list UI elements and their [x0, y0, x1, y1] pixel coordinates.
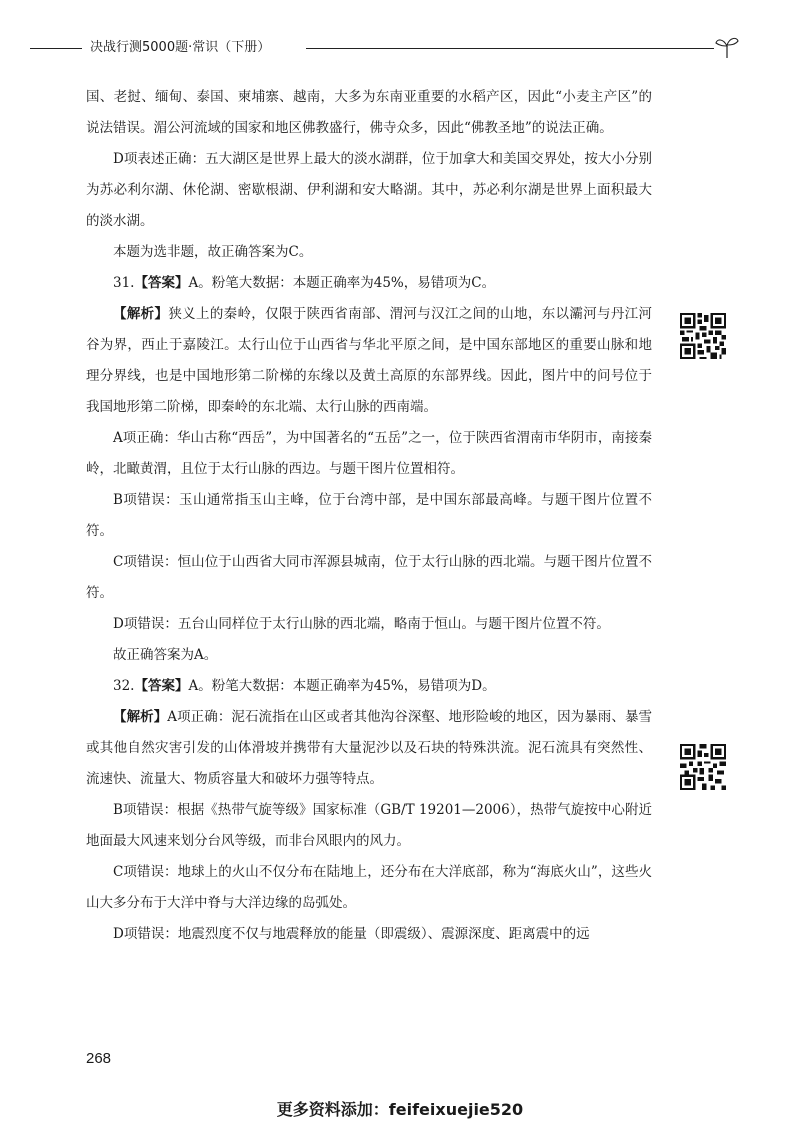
analysis-tag: 【解析】	[113, 306, 169, 322]
paragraph: 国、老挝、缅甸、泰国、柬埔寨、越南，大多为东南亚重要的水稻产区，因此“小麦主产区”的说法错误。湄公河流域的国家和地区佛教盛行，佛寺众多，因此“佛教圣地”的说法正确。	[86, 89, 652, 136]
qr-code-icon[interactable]	[680, 313, 726, 359]
qr-code-icon[interactable]	[680, 744, 726, 790]
page-number: 268	[86, 1050, 112, 1067]
paragraph: D项表述正确：五大湖区是世界上最大的淡水湖群，位于加拿大和美国交界处，按大小分别为苏必利尔湖、休伦湖、密歇根湖、伊利湖和安大略湖。其中，苏必利尔湖是世界上面积最大的淡水湖。	[86, 151, 652, 229]
q31-answer	[86, 268, 652, 299]
q31-option-a: A项正确：华山古称“西岳”，为中国著名的“五岳”之一，位于陕西省渭南市华阴市，南接秦岭，北瞰黄渭，且位于太行山脉的西边。与题干图片位置相符。	[86, 430, 652, 477]
q32-analysis	[86, 702, 652, 795]
analysis-tag: 【解析】	[113, 709, 168, 725]
analysis-text: 狭义上的秦岭，仅限于陕西省南部、渭河与汉江之间的山地，东以灞河与丹江河谷为界，西止于嘉陵江。太行山位于山西省与华北平原之间，是中国东部地区的重要山脉和地理分界线，也是中国地形第二阶梯的东缘以及黄土高原的东部界线。因此，图片中的问号位于我国地形第二阶梯，即秦岭的东北端、太行山脉的西南端。	[86, 306, 653, 415]
header-rule-right	[306, 48, 714, 49]
answer-tag: 【答案】	[134, 678, 189, 694]
header-rule-left	[30, 48, 82, 49]
q32-option-d: D项错误：地震烈度不仅与地震释放的能量（即震级）、震源深度、距离震中的远	[113, 926, 590, 942]
q31-option-c: C项错误：恒山位于山西省大同市浑源县城南，位于太行山脉的西北端。与题干图片位置不符。	[86, 554, 652, 601]
question-number: 32.	[113, 678, 135, 694]
paragraph: 本题为选非题，故正确答案为C。	[113, 244, 313, 260]
q32-option-b: B项错误：根据《热带气旋等级》国家标准（GB/T 19201—2006），热带气旋按中心附近地面最大风速来划分台风等级，而非台风眼内的风力。	[86, 802, 652, 849]
analysis-text: A项正确：泥石流指在山区或者其他沟谷深壑、地形险峻的地区，因为暴雨、暴雪或其他自然灾害引发的山体滑坡并携带有大量泥沙以及石块的特殊洪流。泥石流具有突然性、流速快、流量大、物质容量大和破坏力强等特点。	[86, 709, 653, 787]
running-header	[30, 36, 740, 60]
answer-text: A。粉笔大数据：本题正确率为45%，易错项为D。	[188, 678, 496, 694]
q32-option-c: C项错误：地球上的火山不仅分布在陆地上，还分布在大洋底部，称为“海底火山”，这些火山大多分布于大洋中脊与大洋边缘的岛弧处。	[86, 864, 652, 911]
q31-conclusion: 故正确答案为A。	[113, 647, 218, 663]
page-body	[86, 82, 652, 950]
footer-note: 更多资料添加：feifeixuejie520	[276, 1100, 524, 1119]
sprout-icon	[714, 34, 740, 60]
q31-option-d: D项错误：五台山同样位于太行山脉的西北端，略南于恒山。与题干图片位置不符。	[113, 616, 610, 632]
answer-text: A。粉笔大数据：本题正确率为45%，易错项为C。	[188, 275, 496, 291]
question-number: 31.	[113, 275, 135, 291]
q32-answer	[86, 671, 652, 702]
q31-option-b: B项错误：玉山通常指玉山主峰，位于台湾中部，是中国东部最高峰。与题干图片位置不符。	[86, 492, 652, 539]
answer-tag: 【答案】	[134, 275, 189, 291]
book-title: 决战行测5000题·常识（下册）	[90, 40, 271, 55]
q31-analysis	[86, 299, 652, 423]
